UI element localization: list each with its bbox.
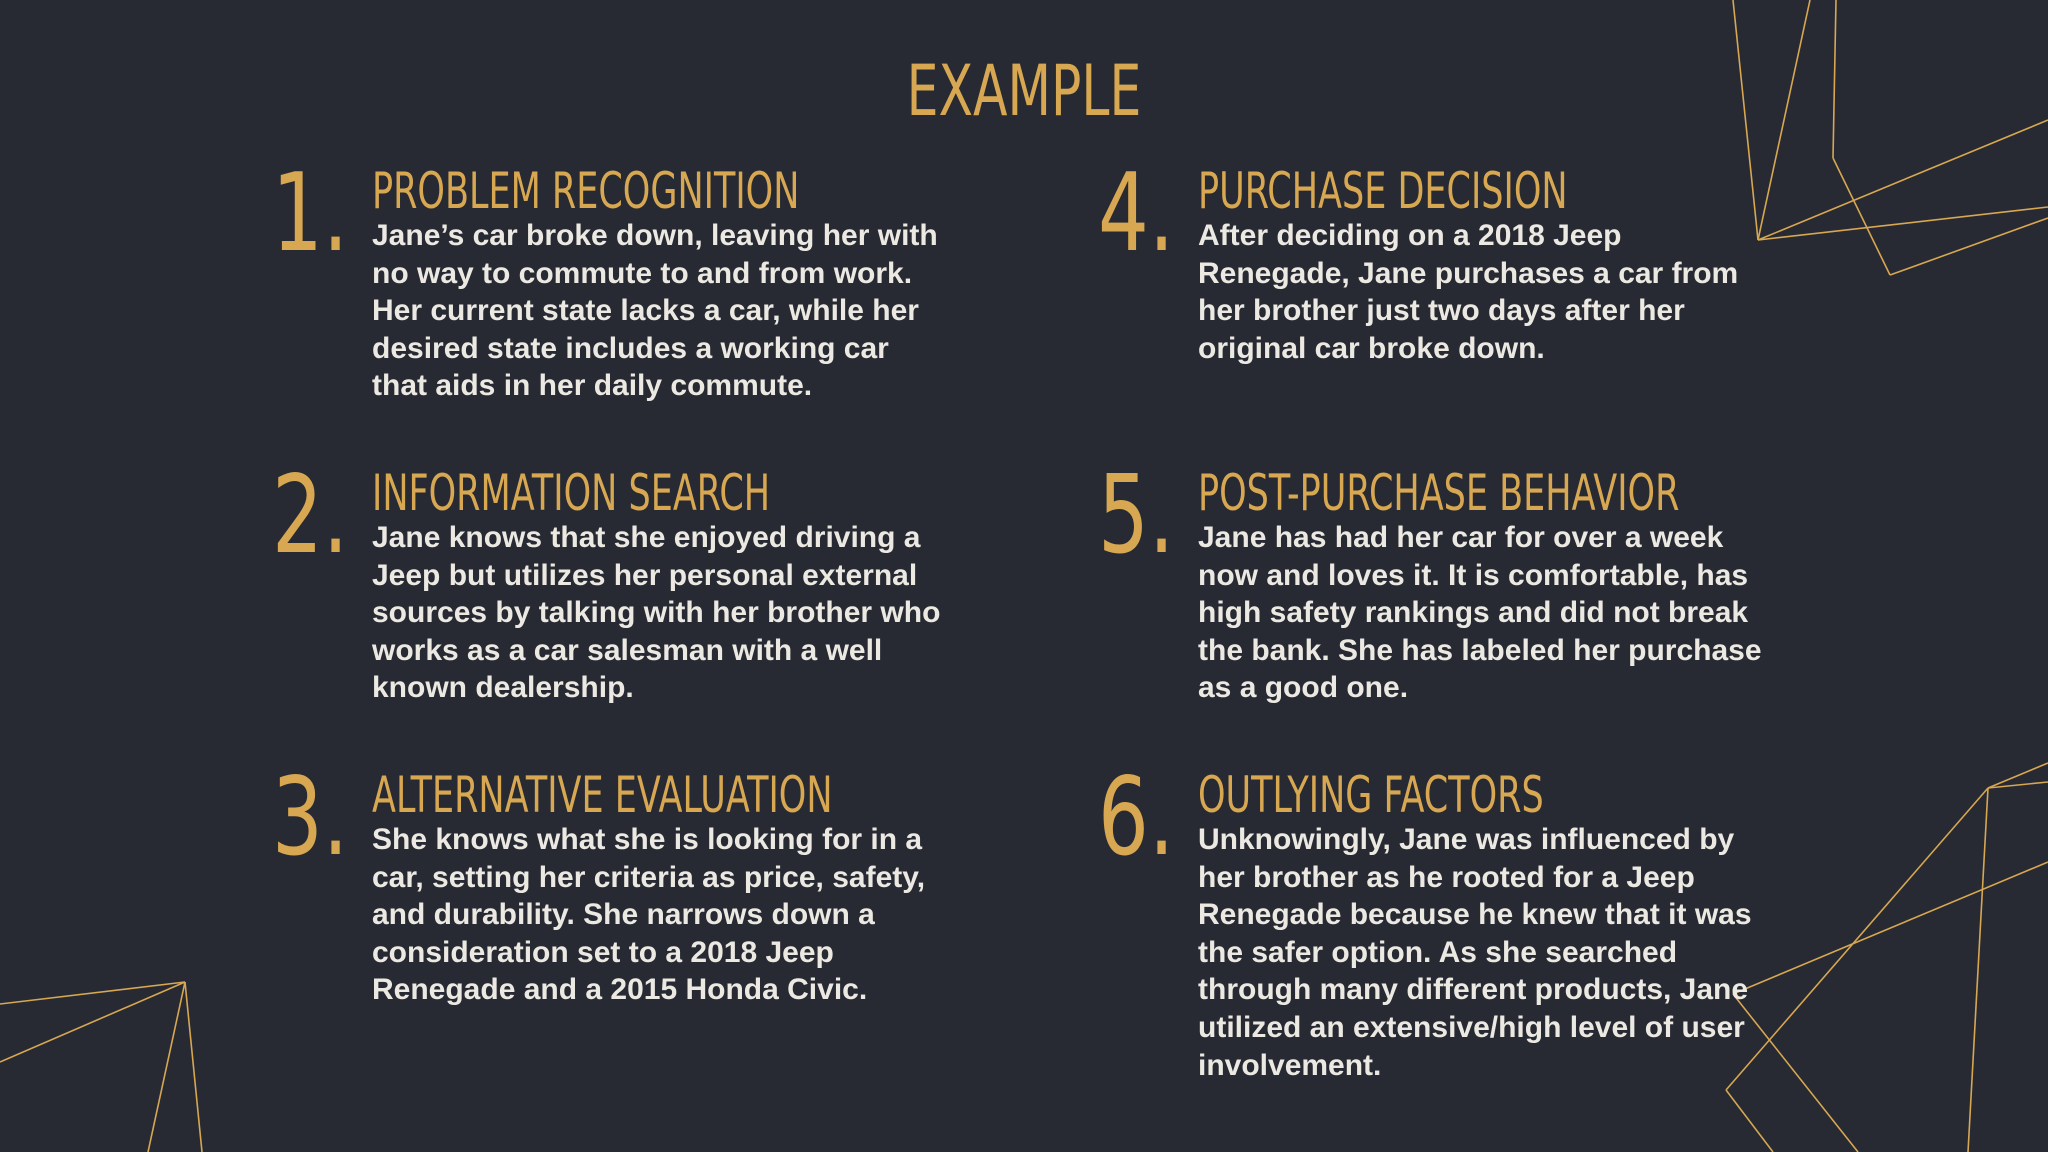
step-heading: ALTERNATIVE EVALUATION — [372, 766, 833, 824]
step-number: 5. — [1098, 453, 1175, 578]
step-heading: INFORMATION SEARCH — [372, 464, 771, 522]
step-body: Jane’s car broke down, leaving her with no way to commute to and from work. Her current state lacks a car, while her desired state includes a working car that aids in her daily commute. — [372, 219, 938, 403]
step-heading: PURCHASE DECISION — [1198, 162, 1568, 220]
step-number: 2. — [272, 453, 349, 578]
step-purchase-decision — [1098, 151, 1798, 366]
deco-line — [1988, 782, 2048, 788]
step-number: 3. — [272, 755, 349, 880]
slide-title: EXAMPLE — [906, 50, 1142, 132]
step-number: 6. — [1098, 755, 1175, 880]
deco-line — [1988, 763, 2048, 788]
deco-line — [1758, 207, 2048, 240]
step-heading: PROBLEM RECOGNITION — [372, 162, 800, 220]
deco-line — [1968, 788, 1988, 1152]
step-body: Unknowingly, Jane was influenced by her brother as he rooted for a Jeep Renegade because he knew that it was the safer option. As she searched through many different products, Jane utilized an extensive/high level of user involvement. — [1198, 823, 1752, 1082]
step-problem-recognition — [272, 151, 972, 446]
deco-line — [1833, 0, 1836, 158]
deco-line — [1833, 158, 1890, 275]
step-information-search — [272, 453, 972, 748]
deco-line — [148, 982, 185, 1152]
step-number: 1. — [272, 151, 349, 276]
step-outlying-factors — [1098, 755, 1798, 1130]
step-alternative-evaluation — [272, 755, 972, 1050]
step-body: She knows what she is looking for in a car, setting her criteria as price, safety, and durability. She narrows down a consideration set to a 2018 Jeep Renegade and a 2015 Honda Civic. — [372, 823, 926, 1007]
step-number: 4. — [1098, 151, 1175, 276]
deco-line — [0, 982, 185, 1004]
step-heading: POST-PURCHASE BEHAVIOR — [1198, 464, 1680, 522]
deco-line — [1758, 120, 2048, 240]
deco-line — [185, 982, 202, 1152]
deco-line — [0, 982, 185, 1062]
step-heading: OUTLYING FACTORS — [1198, 766, 1544, 824]
step-body: Jane has had her car for over a week now and loves it. It is comfortable, has high safety rankings and did not break the bank. She has labeled her purchase as a good one. — [1198, 521, 1762, 705]
deco-line — [1890, 218, 2048, 275]
step-post-purchase-behavior — [1098, 453, 1798, 748]
step-body: After deciding on a 2018 Jeep Renegade, Jane purchases a car from her brother just two days after her original car broke down. — [1198, 219, 1739, 365]
step-body: Jane knows that she enjoyed driving a Jeep but utilizes her personal external sources by talking with her brother who works as a car salesman with a well known dealership. — [372, 521, 941, 705]
